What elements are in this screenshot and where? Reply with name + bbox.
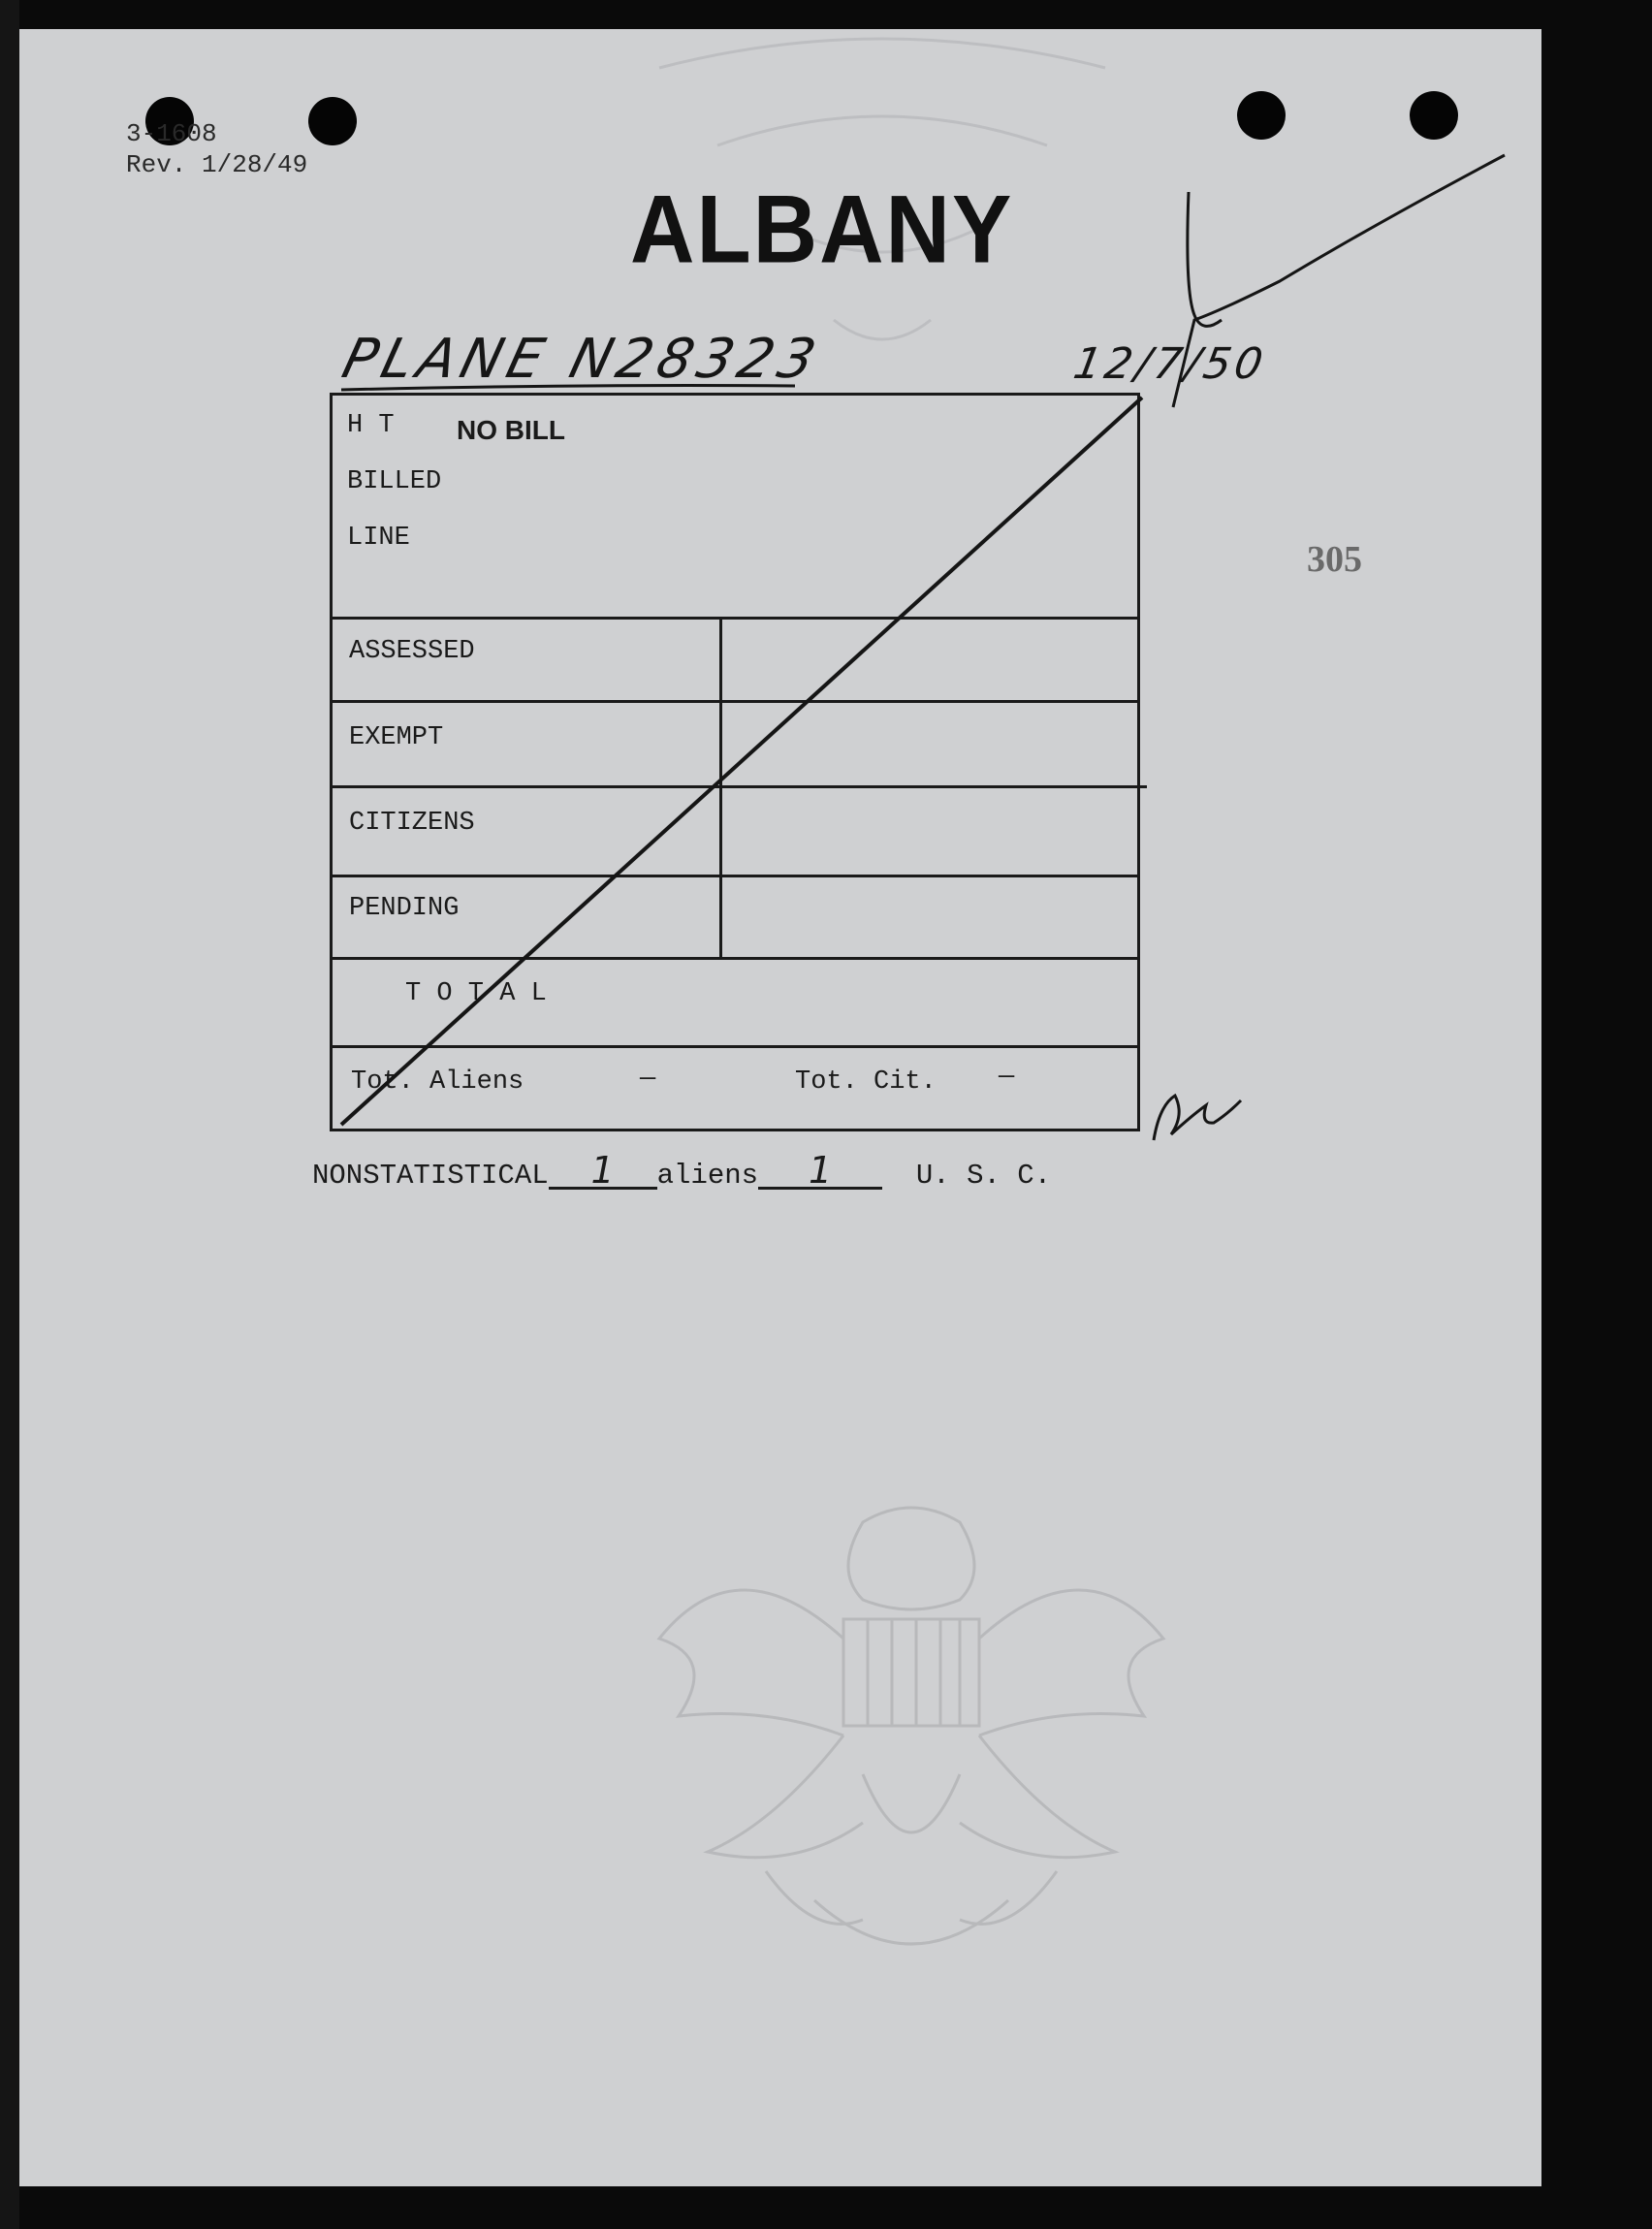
row-label-pending: PENDING bbox=[349, 894, 460, 923]
line-label: LINE bbox=[347, 524, 410, 553]
stamped-number: 305 bbox=[1307, 539, 1362, 580]
form-number: 3-1608 bbox=[126, 119, 217, 148]
bracket-mark bbox=[1188, 192, 1222, 326]
nonstatistical-aliens-count: 1 bbox=[549, 1154, 657, 1190]
usc-label: U. S. C. bbox=[915, 1160, 1052, 1192]
row-label-exempt: EXEMPT bbox=[349, 723, 444, 752]
total-label: T O T A L bbox=[405, 979, 547, 1008]
ht-label: H T bbox=[347, 411, 395, 440]
nonstatistical-usc-count: 1 bbox=[758, 1154, 882, 1190]
handwritten-plane-number: PLANE N28323 bbox=[335, 328, 828, 391]
initials-mark bbox=[1154, 1096, 1241, 1140]
row-label-citizens: CITIZENS bbox=[349, 809, 475, 838]
aliens-label: aliens bbox=[656, 1160, 759, 1192]
tot-aliens-label: Tot. Aliens bbox=[351, 1067, 524, 1097]
billed-label: BILLED bbox=[347, 467, 442, 496]
handwritten-date: 12/7/50 bbox=[1069, 339, 1271, 389]
port-name: ALBANY bbox=[630, 175, 1014, 284]
tot-cit-label: Tot. Cit. bbox=[795, 1067, 937, 1097]
tot-aliens-value: — bbox=[640, 1065, 656, 1094]
no-bill-stamp: NO BILL bbox=[457, 415, 565, 445]
cancel-diagonal-line bbox=[341, 398, 1142, 1125]
form-revision: Rev. 1/28/49 bbox=[126, 150, 308, 179]
check-curve-mark bbox=[1173, 155, 1505, 407]
tot-cit-value: — bbox=[999, 1063, 1015, 1092]
pen-underline bbox=[341, 386, 795, 391]
nonstatistical-label: NONSTATISTICAL bbox=[312, 1160, 549, 1192]
row-label-assessed: ASSESSED bbox=[349, 637, 475, 666]
